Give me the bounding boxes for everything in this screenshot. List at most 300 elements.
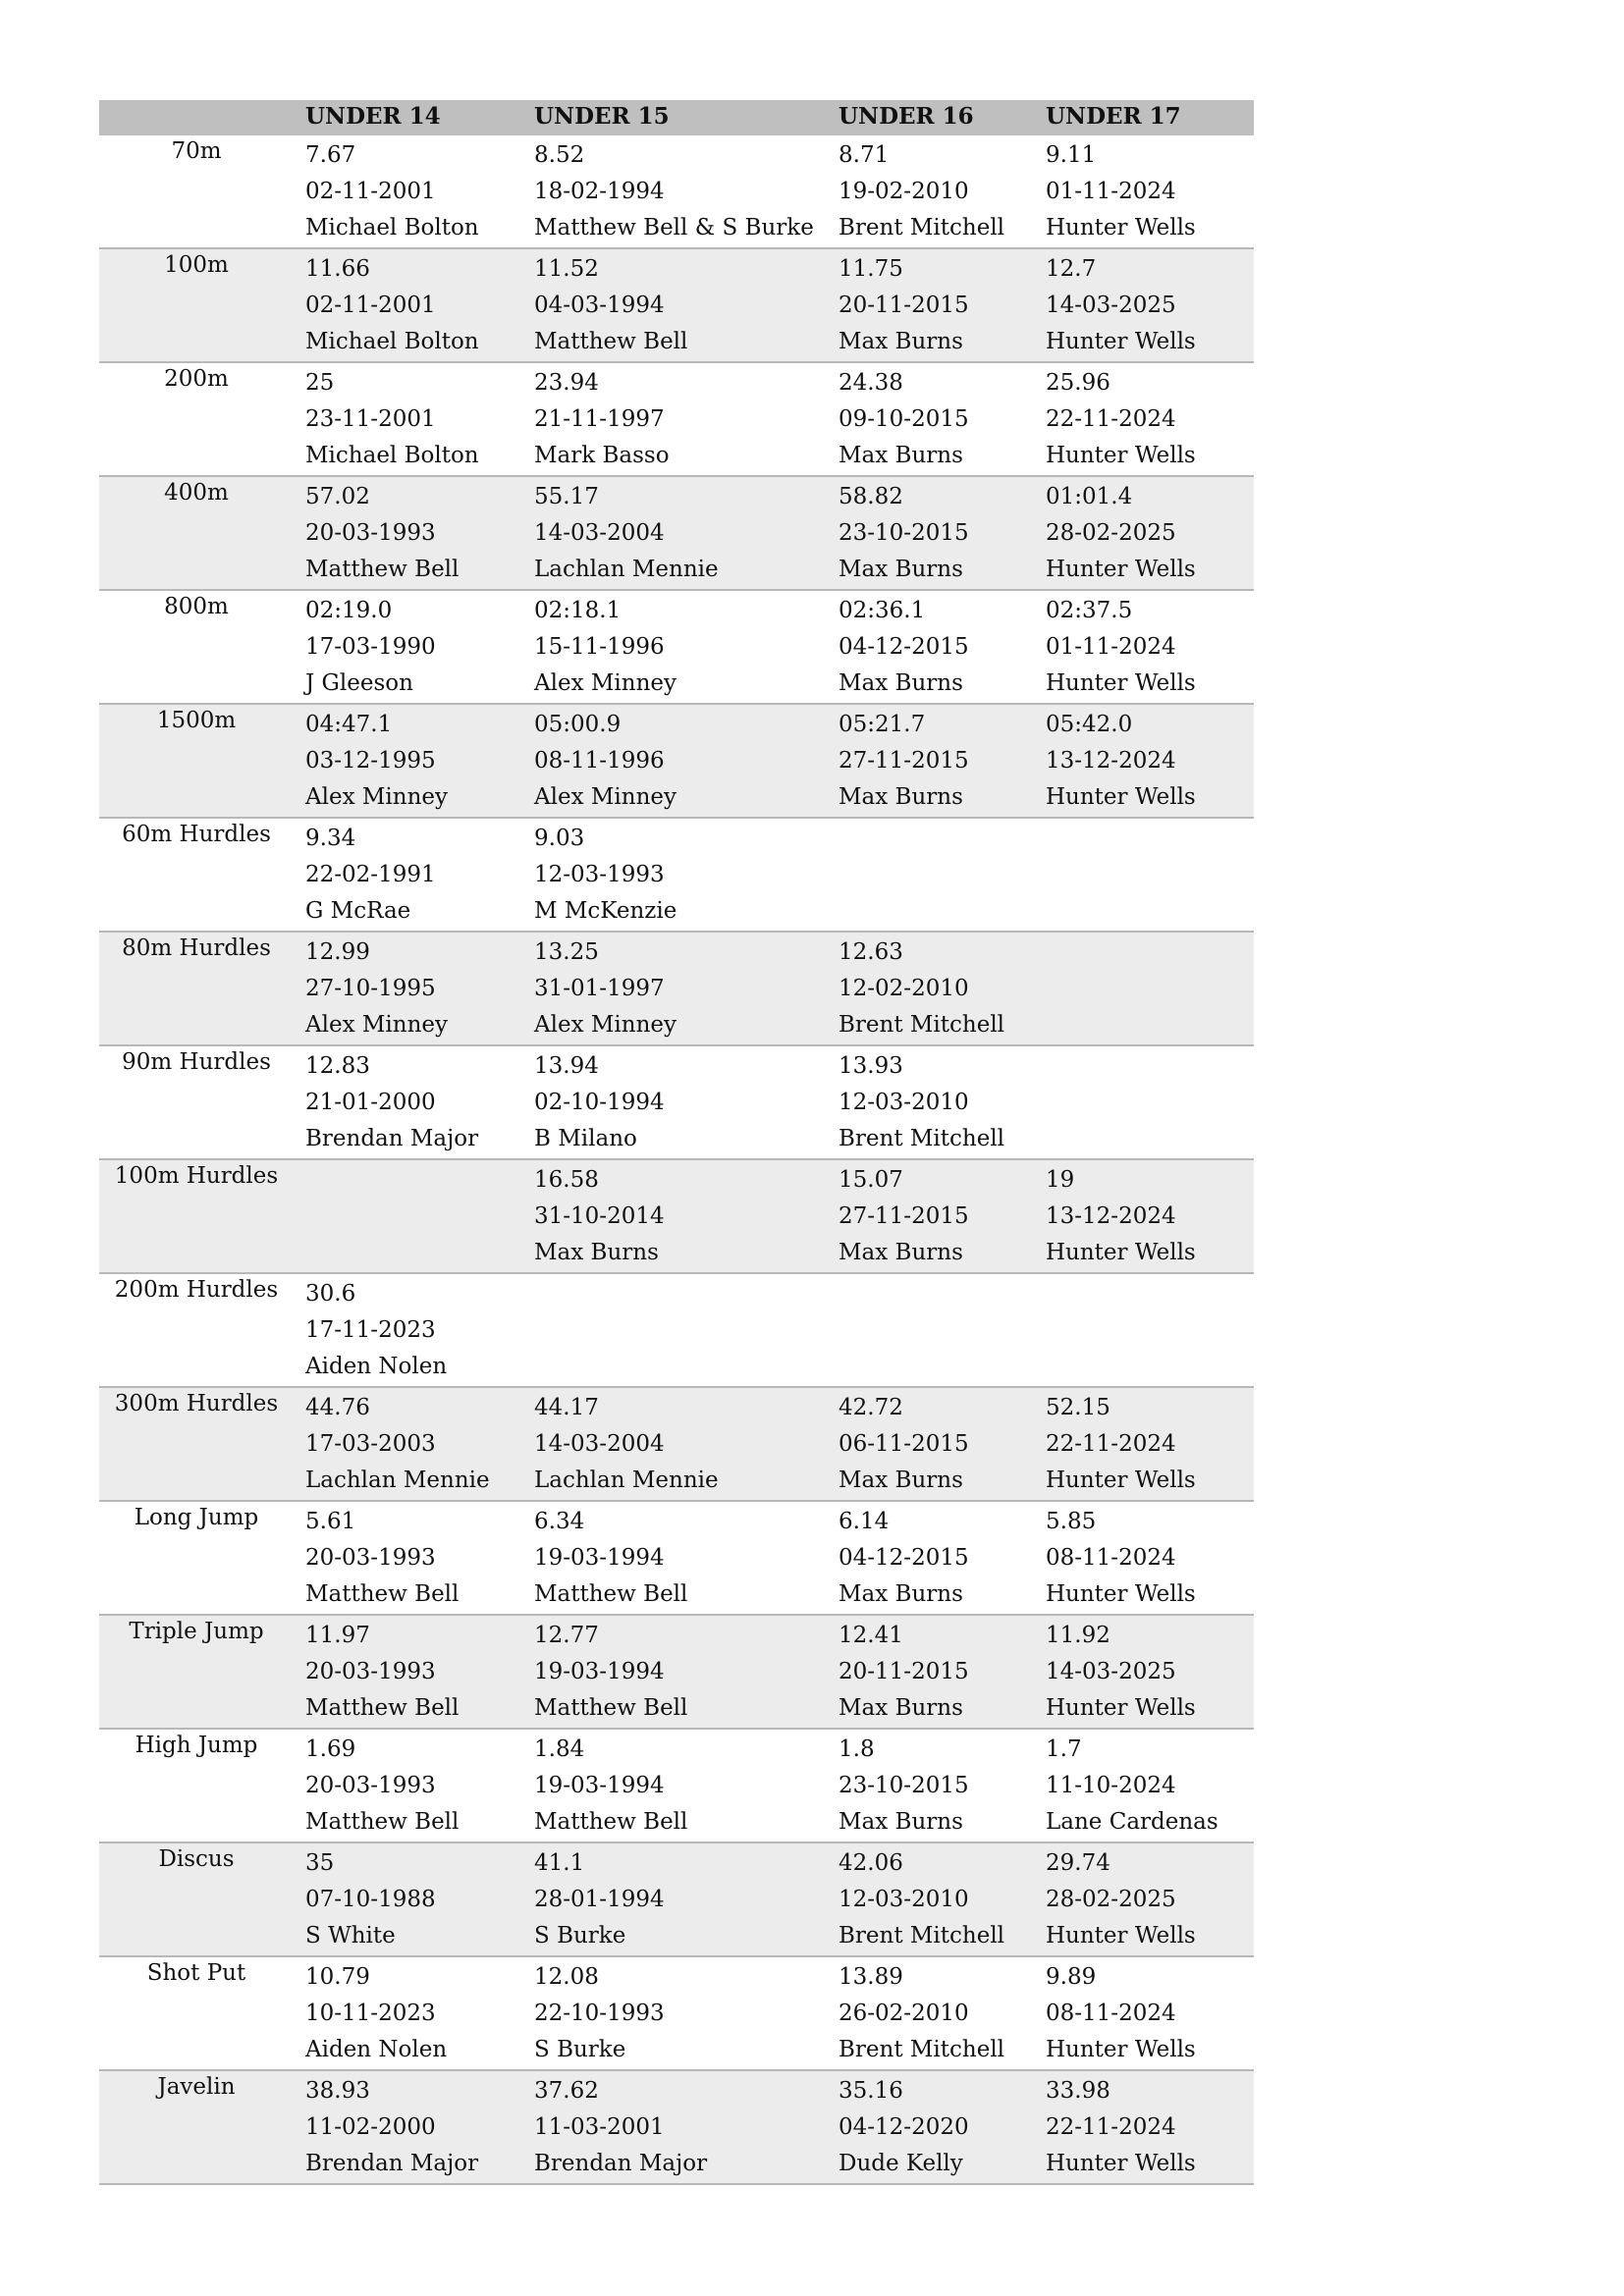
record-mark: 10.79 [305,1964,370,1990]
record-name: Matthew Bell [534,1695,688,1721]
record-name: Michael Bolton [305,443,479,468]
event-name: Long Jump [99,1501,294,1615]
record-mark [1046,1049,1254,1086]
record-date: 17-03-1990 [305,634,436,660]
record-name: Alex Minney [534,670,677,696]
record-mark: 55.17 [534,484,599,509]
record-name: S White [305,1923,396,1949]
record-mark: 58.82 [839,484,903,509]
record-name: Max Burns [839,1581,963,1607]
record-cell-under-15 [522,1501,827,1615]
record-mark: 12.99 [305,939,370,965]
record-name: M McKenzie [534,898,677,924]
record-mark: 9.03 [534,826,585,851]
record-mark: 11.52 [534,256,599,282]
record-date: 07-10-1988 [305,1887,436,1912]
event-name: 1500m [99,704,294,818]
record-cell-under-17 [1034,590,1254,704]
record-date: 19-03-1994 [534,1545,665,1571]
record-date [1046,1086,1254,1122]
record-name: Brent Mitchell [839,1923,1005,1949]
record-cell-under-16 [827,818,1034,932]
table-row [99,818,1254,932]
record-date: 02-11-2001 [305,179,436,204]
record-mark: 04:47.1 [305,712,393,737]
record-name: Alex Minney [305,784,448,810]
record-name [305,1236,522,1272]
record-mark: 44.17 [534,1395,599,1420]
record-date: 26-02-2010 [839,2001,969,2026]
record-cell-under-16 [827,1387,1034,1501]
record-name: Matthew Bell [305,1695,460,1721]
record-date: 13-12-2024 [1046,748,1176,774]
event-name: 100m Hurdles [99,1159,294,1273]
record-mark [1046,1277,1254,1313]
header-under-17: UNDER 17 [1034,100,1254,134]
record-cell-under-14 [294,476,522,590]
record-name: Aiden Nolen [305,1354,448,1379]
record-name [839,894,1034,931]
record-mark: 38.93 [305,2078,370,2104]
record-name [1046,1008,1254,1044]
record-date: 17-11-2023 [305,1317,436,1343]
record-date: 28-02-2025 [1046,520,1176,546]
record-mark: 1.69 [305,1736,356,1762]
event-name: 200m [99,362,294,476]
record-mark: 05:42.0 [1046,712,1133,737]
record-name: Max Burns [839,443,963,468]
event-name: Triple Jump [99,1615,294,1729]
record-cell-under-17 [1034,1615,1254,1729]
record-date: 20-03-1993 [305,520,436,546]
record-name: Aiden Nolen [305,2037,448,2062]
record-cell-under-17 [1034,2070,1254,2184]
header-under-16: UNDER 16 [827,100,1034,134]
record-mark: 1.8 [839,1736,875,1762]
table-row [99,1273,1254,1387]
record-cell-under-15 [522,590,827,704]
record-mark: 9.89 [1046,1964,1097,1990]
table-row [99,362,1254,476]
record-name: Brent Mitchell [839,215,1005,240]
record-date: 18-02-1994 [534,179,665,204]
record-cell-under-17 [1034,1387,1254,1501]
record-date: 22-11-2024 [1046,1431,1176,1457]
record-date: 15-11-1996 [534,634,665,660]
record-cell-under-17 [1034,1273,1254,1387]
record-cell-under-17 [1034,704,1254,818]
record-name: Lachlan Mennie [305,1468,490,1493]
record-cell-under-17 [1034,818,1254,932]
record-name: Alex Minney [305,1012,448,1038]
record-name: Max Burns [839,1809,963,1835]
record-mark: 12.7 [1046,256,1097,282]
record-date: 17-03-2003 [305,1431,436,1457]
event-name: 100m [99,248,294,362]
record-name: Dude Kelly [839,2151,963,2176]
record-date: 04-12-2015 [839,634,969,660]
record-cell-under-16 [827,1159,1034,1273]
record-cell-under-16 [827,476,1034,590]
record-cell-under-14 [294,2070,522,2184]
record-name: Hunter Wells [1046,443,1196,468]
record-cell-under-17 [1034,362,1254,476]
record-date: 21-01-2000 [305,1090,436,1115]
record-mark: 11.66 [305,256,370,282]
record-mark [839,1277,1034,1313]
header-under-14: UNDER 14 [294,100,522,134]
record-mark: 8.52 [534,142,585,168]
record-name: Matthew Bell [305,1581,460,1607]
record-name: Alex Minney [534,784,677,810]
record-name: Hunter Wells [1046,215,1196,240]
record-date: 02-10-1994 [534,1090,665,1115]
record-mark: 12.41 [839,1623,903,1648]
record-date: 22-02-1991 [305,862,436,887]
record-mark: 13.89 [839,1964,903,1990]
record-name: B Milano [534,1126,637,1151]
record-date [839,1313,1034,1350]
record-date [1046,858,1254,894]
event-name: 800m [99,590,294,704]
record-mark: 5.61 [305,1509,356,1534]
record-date [839,858,1034,894]
record-name: Alex Minney [534,1012,677,1038]
record-cell-under-14 [294,1273,522,1387]
record-mark: 13.25 [534,939,599,965]
record-name: Hunter Wells [1046,557,1196,582]
record-mark: 11.97 [305,1623,370,1648]
record-mark: 12.83 [305,1053,370,1079]
record-date: 31-01-1997 [534,976,665,1001]
record-cell-under-16 [827,1842,1034,1956]
table-row [99,590,1254,704]
record-cell-under-14 [294,1045,522,1159]
record-date: 21-11-1997 [534,406,665,432]
record-cell-under-16 [827,2070,1034,2184]
record-date: 20-11-2015 [839,293,969,318]
record-date: 20-03-1993 [305,1659,436,1684]
record-cell-under-14 [294,1387,522,1501]
record-date: 19-02-2010 [839,179,969,204]
record-cell-under-15 [522,1159,827,1273]
record-name: Brent Mitchell [839,2037,1005,2062]
record-cell-under-16 [827,1729,1034,1842]
record-date: 04-12-2015 [839,1545,969,1571]
record-cell-under-16 [827,704,1034,818]
record-cell-under-14 [294,1615,522,1729]
record-date: 22-11-2024 [1046,406,1176,432]
record-cell-under-16 [827,248,1034,362]
record-mark [1046,822,1254,858]
header-event [99,100,294,134]
table-row [99,1842,1254,1956]
record-date: 09-10-2015 [839,406,969,432]
record-cell-under-17 [1034,476,1254,590]
event-name: 300m Hurdles [99,1387,294,1501]
record-cell-under-14 [294,932,522,1045]
record-mark: 9.34 [305,826,356,851]
record-mark: 02:18.1 [534,598,622,623]
record-mark: 57.02 [305,484,370,509]
record-mark: 13.93 [839,1053,903,1079]
record-name: Hunter Wells [1046,2151,1196,2176]
record-date [1046,1313,1254,1350]
record-date: 04-12-2020 [839,2114,969,2140]
record-date: 06-11-2015 [839,1431,969,1457]
record-date: 14-03-2004 [534,520,665,546]
record-date: 27-10-1995 [305,976,436,1001]
event-name: 400m [99,476,294,590]
record-cell-under-16 [827,932,1034,1045]
record-name: Matthew Bell [534,1809,688,1835]
record-date: 22-10-1993 [534,2001,665,2026]
record-cell-under-15 [522,134,827,248]
record-cell-under-14 [294,1729,522,1842]
record-name: Michael Bolton [305,215,479,240]
header-under-15: UNDER 15 [522,100,827,134]
record-mark: 19 [1046,1167,1075,1193]
record-mark: 02:19.0 [305,598,393,623]
record-date [534,1313,827,1350]
record-date: 20-03-1993 [305,1773,436,1798]
record-name: Max Burns [839,1695,963,1721]
table-row [99,1159,1254,1273]
record-cell-under-15 [522,704,827,818]
record-mark: 11.92 [1046,1623,1110,1648]
record-cell-under-17 [1034,932,1254,1045]
record-date: 19-03-1994 [534,1659,665,1684]
table-row [99,1615,1254,1729]
record-cell-under-14 [294,1956,522,2070]
record-date: 20-03-1993 [305,1545,436,1571]
record-date: 20-11-2015 [839,1659,969,1684]
table-header [99,100,1254,134]
record-mark: 1.7 [1046,1736,1082,1762]
event-name: 90m Hurdles [99,1045,294,1159]
record-mark: 35.16 [839,2078,903,2104]
record-mark: 01:01.4 [1046,484,1133,509]
record-cell-under-15 [522,1956,827,2070]
record-cell-under-16 [827,1956,1034,2070]
record-name: Mark Basso [534,443,670,468]
record-cell-under-15 [522,248,827,362]
record-mark: 15.07 [839,1167,903,1193]
record-date: 14-03-2004 [534,1431,665,1457]
table-row [99,1729,1254,1842]
record-cell-under-15 [522,1387,827,1501]
record-mark: 1.84 [534,1736,585,1762]
record-name: G McRae [305,898,411,924]
record-mark [305,1163,522,1200]
record-name: Hunter Wells [1046,329,1196,354]
record-name: Max Burns [839,329,963,354]
record-cell-under-17 [1034,1159,1254,1273]
record-date: 01-11-2024 [1046,634,1176,660]
record-date: 23-10-2015 [839,1773,969,1798]
record-cell-under-17 [1034,1842,1254,1956]
table-row [99,476,1254,590]
record-date: 28-02-2025 [1046,1887,1176,1912]
record-name: Hunter Wells [1046,784,1196,810]
record-cell-under-17 [1034,1956,1254,2070]
record-name: J Gleeson [305,670,413,696]
event-name: Javelin [99,2070,294,2184]
record-date: 28-01-1994 [534,1887,665,1912]
record-name: Brendan Major [534,2151,708,2176]
record-date: 11-02-2000 [305,2114,436,2140]
table-row [99,932,1254,1045]
record-mark: 25 [305,370,335,396]
record-name: Brent Mitchell [839,1012,1005,1038]
record-name: Hunter Wells [1046,1695,1196,1721]
record-cell-under-14 [294,1501,522,1615]
event-name: Discus [99,1842,294,1956]
record-name [1046,894,1254,931]
record-name: Hunter Wells [1046,1240,1196,1265]
record-cell-under-14 [294,818,522,932]
record-name: Max Burns [839,557,963,582]
record-mark: 23.94 [534,370,599,396]
record-cell-under-17 [1034,1729,1254,1842]
record-name: Matthew Bell & S Burke [534,215,814,240]
record-date: 11-03-2001 [534,2114,665,2140]
record-date: 10-11-2023 [305,2001,436,2026]
record-name: Hunter Wells [1046,2037,1196,2062]
record-name: Matthew Bell [305,1809,460,1835]
record-mark: 05:21.7 [839,712,926,737]
record-mark: 13.94 [534,1053,599,1079]
record-name: Hunter Wells [1046,1468,1196,1493]
record-mark: 52.15 [1046,1395,1110,1420]
record-name: Brent Mitchell [839,1126,1005,1151]
record-name: Michael Bolton [305,329,479,354]
record-date: 23-11-2001 [305,406,436,432]
record-date: 12-02-2010 [839,976,969,1001]
event-name: 80m Hurdles [99,932,294,1045]
record-name: Lachlan Mennie [534,557,719,582]
event-name: 60m Hurdles [99,818,294,932]
record-date: 14-03-2025 [1046,293,1176,318]
record-cell-under-14 [294,1159,522,1273]
record-cell-under-15 [522,818,827,932]
record-name: Hunter Wells [1046,670,1196,696]
event-name: Shot Put [99,1956,294,2070]
records-table [99,100,1254,2185]
record-name: Max Burns [839,670,963,696]
record-mark [1046,935,1254,972]
record-cell-under-16 [827,1615,1034,1729]
record-date: 27-11-2015 [839,1203,969,1229]
record-cell-under-14 [294,134,522,248]
record-date: 03-12-1995 [305,748,436,774]
table-row [99,704,1254,818]
record-name: S Burke [534,2037,626,2062]
record-mark: 5.85 [1046,1509,1097,1534]
record-cell-under-14 [294,248,522,362]
record-mark [534,1277,827,1313]
record-mark: 30.6 [305,1281,356,1307]
record-cell-under-16 [827,1273,1034,1387]
record-cell-under-17 [1034,248,1254,362]
record-date: 08-11-2024 [1046,1545,1176,1571]
record-name: Lane Cardenas [1046,1809,1218,1835]
record-mark: 8.71 [839,142,890,168]
record-date: 22-11-2024 [1046,2114,1176,2140]
table-row [99,1387,1254,1501]
record-date: 12-03-2010 [839,1887,969,1912]
record-date [1046,972,1254,1008]
record-name: Brendan Major [305,1126,479,1151]
record-date: 01-11-2024 [1046,179,1176,204]
record-date: 13-12-2024 [1046,1203,1176,1229]
record-date: 23-10-2015 [839,520,969,546]
record-date: 31-10-2014 [534,1203,665,1229]
record-date: 19-03-1994 [534,1773,665,1798]
table-row [99,1501,1254,1615]
record-cell-under-15 [522,476,827,590]
record-mark: 12.77 [534,1623,599,1648]
record-mark: 11.75 [839,256,903,282]
record-name: Hunter Wells [1046,1581,1196,1607]
table-row [99,248,1254,362]
record-cell-under-17 [1034,1501,1254,1615]
record-cell-under-15 [522,1045,827,1159]
record-mark: 29.74 [1046,1850,1110,1876]
record-mark [839,822,1034,858]
table-row [99,134,1254,248]
record-cell-under-17 [1034,134,1254,248]
record-mark: 6.34 [534,1509,585,1534]
record-mark: 02:36.1 [839,598,926,623]
record-mark: 41.1 [534,1850,585,1876]
record-cell-under-16 [827,134,1034,248]
table-row [99,2070,1254,2184]
record-name: S Burke [534,1923,626,1949]
record-mark: 7.67 [305,142,356,168]
event-name: 200m Hurdles [99,1273,294,1387]
event-name: High Jump [99,1729,294,1842]
record-date: 04-03-1994 [534,293,665,318]
record-cell-under-16 [827,1501,1034,1615]
record-mark: 37.62 [534,2078,599,2104]
record-mark: 9.11 [1046,142,1097,168]
record-date: 02-11-2001 [305,293,436,318]
record-name: Max Burns [839,1240,963,1265]
record-mark: 16.58 [534,1167,599,1193]
record-mark: 33.98 [1046,2078,1110,2104]
record-date: 27-11-2015 [839,748,969,774]
record-cell-under-14 [294,1842,522,1956]
record-name: Hunter Wells [1046,1923,1196,1949]
record-mark: 42.06 [839,1850,903,1876]
record-date: 12-03-1993 [534,862,665,887]
event-name: 70m [99,134,294,248]
record-name: Max Burns [839,1468,963,1493]
record-mark: 02:37.5 [1046,598,1133,623]
record-date: 08-11-1996 [534,748,665,774]
record-name [839,1350,1034,1386]
record-cell-under-16 [827,590,1034,704]
record-cell-under-15 [522,1273,827,1387]
record-cell-under-15 [522,2070,827,2184]
record-name: Matthew Bell [305,557,460,582]
record-date [305,1200,522,1236]
record-mark: 12.08 [534,1964,599,1990]
record-mark: 44.76 [305,1395,370,1420]
record-date: 14-03-2025 [1046,1659,1176,1684]
record-date: 11-10-2024 [1046,1773,1176,1798]
